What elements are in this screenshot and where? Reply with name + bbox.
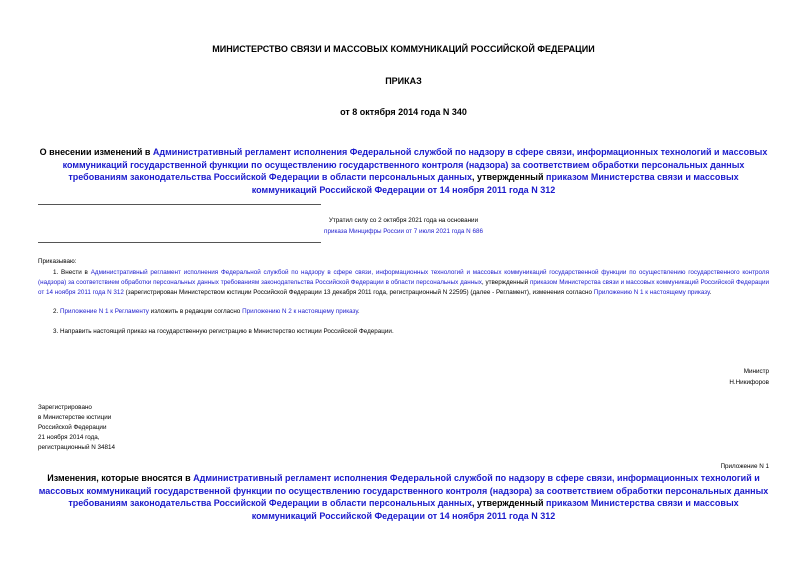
signature-position: Министр bbox=[743, 368, 769, 375]
registration-block bbox=[38, 403, 115, 453]
ministry-heading: МИНИСТЕРСТВО СВЯЗИ И МАССОВЫХ КОММУНИКАЦИЙ РОССИЙСКОЙ ФЕДЕРАЦИИ bbox=[212, 44, 595, 54]
registration-line: в Министерстве юстиции bbox=[38, 414, 112, 421]
clause-2-link-appendix-2[interactable]: Приложению N 2 к настоящему приказу bbox=[242, 308, 358, 315]
title-link-regulation[interactable]: Административный регламент исполнения Федеральной службой по надзору в сфере связи, информационных технологий и массовых коммуникаций государственной функции по осуществлению государственного контроля (надзора) за соответствием обработки персональных данных требованиям законодательства Российской Федерации в области персональных данных bbox=[62, 147, 768, 182]
clause-1-link-regulation[interactable]: Административный регламент исполнения Федеральной службой по надзору в сфере связи, информационных технологий и массовых коммуникаций государственной функции по осуществлению государственного контроля (надзора) за соответствием обработки персональных данных требованиям законодательства Российской Федерации в области персональных данных bbox=[38, 269, 769, 286]
clause-1-mid1: , утвержденный bbox=[481, 279, 530, 286]
appendix-prefix: Изменения, которые вносятся в bbox=[47, 473, 194, 483]
order-body bbox=[38, 257, 769, 337]
title-mid: , утвержденный bbox=[472, 172, 547, 182]
clause-1-start: 1. Внести в bbox=[53, 269, 91, 276]
clause-1-link-appendix-1[interactable]: Приложению N 1 к настоящему приказу bbox=[593, 289, 710, 296]
repeal-note-text: Утратил силу со 2 октября 2021 года на основании bbox=[328, 217, 479, 224]
clause-2-mid: изложить в редакции согласно bbox=[148, 308, 243, 315]
registration-line: 21 ноября 2014 года, bbox=[38, 434, 100, 441]
clause-1-mid2: (зарегистрирован Министерством юстиции Российской Федерации 13 декабря 2011 года, регистрационный N 22595) (далее - Регламент), изменения согласно bbox=[123, 289, 594, 296]
body-intro: Приказываю: bbox=[38, 258, 77, 265]
order-title bbox=[38, 146, 769, 196]
clause-2-link-appendix-regulation[interactable]: Приложение N 1 к Регламенту bbox=[60, 308, 149, 315]
appendix-mid: , утвержденный bbox=[472, 498, 547, 508]
title-link-order-312[interactable]: приказом Министерства связи и массовых коммуникаций Российской Федерации от 14 ноября 2011 года N 312 bbox=[251, 172, 739, 195]
clause-3: 3. Направить настоящий приказ на государственную регистрацию в Министерство юстиции Российской Федерации. bbox=[53, 328, 394, 335]
clause-2-end: . bbox=[357, 308, 360, 315]
signature-name: Н.Никифоров bbox=[729, 379, 769, 386]
date-number-heading: от 8 октября 2014 года N 340 bbox=[340, 107, 467, 117]
doc-type-heading: ПРИКАЗ bbox=[385, 76, 422, 86]
repeal-note-link[interactable]: приказа Минцифры России от 7 июля 2021 года N 686 bbox=[324, 228, 483, 235]
appendix-link-order-312[interactable]: приказом Министерства связи и массовых коммуникаций Российской Федерации от 14 ноября 2011 года N 312 bbox=[251, 498, 739, 521]
repeal-note-container bbox=[38, 228, 769, 235]
clause-2-start: 2. bbox=[53, 308, 61, 315]
title-prefix: О внесении изменений в bbox=[39, 147, 153, 157]
clause-2 bbox=[38, 307, 769, 317]
divider-bottom bbox=[38, 242, 321, 243]
appendix-label: Приложение N 1 bbox=[720, 463, 769, 470]
divider-top bbox=[38, 204, 321, 205]
clause-1-link-order-312[interactable]: приказом Министерства связи и массовых коммуникаций Российской Федерации от 14 ноября 2011 года N 312 bbox=[38, 279, 769, 296]
clause-1-end: . bbox=[709, 289, 712, 296]
clause-1 bbox=[38, 268, 769, 298]
appendix-title bbox=[38, 472, 769, 522]
appendix-link-regulation[interactable]: Административный регламент исполнения Федеральной службой по надзору в сфере связи, информационных технологий и массовых коммуникаций государственной функции по осуществлению государственного контроля (надзора) за соответствием обработки персональных данных требованиям законодательства Российской Федерации в области персональных данных bbox=[38, 473, 769, 508]
registration-line: Зарегистрировано bbox=[38, 404, 92, 411]
registration-line: Российской Федерации bbox=[38, 424, 107, 431]
signature-block bbox=[729, 366, 769, 388]
registration-line: регистрационный N 34814 bbox=[38, 444, 116, 451]
